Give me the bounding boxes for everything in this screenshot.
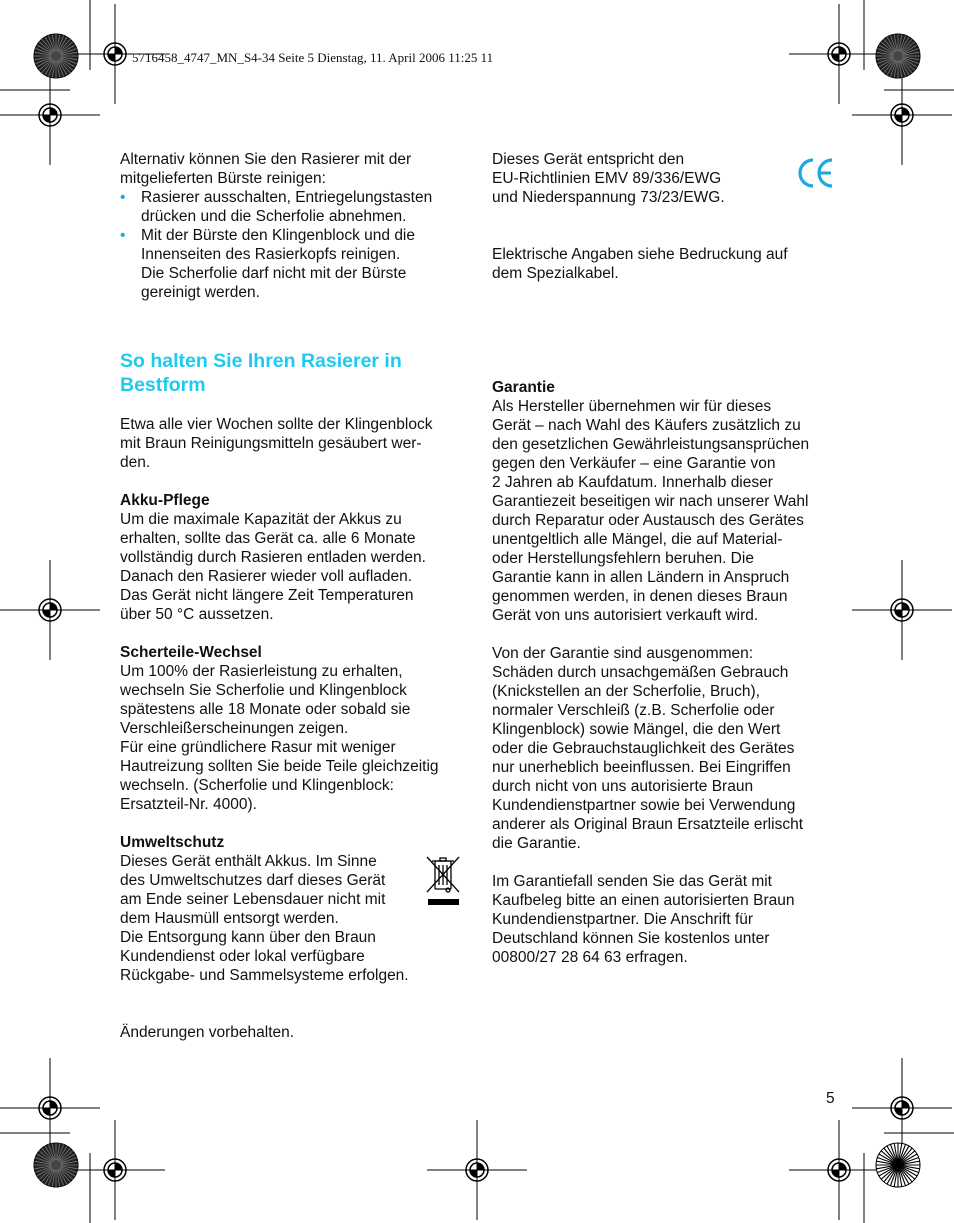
heading-line: Bestform — [120, 374, 206, 396]
svg-text:CE: CE — [796, 155, 798, 156]
color-wheel-icon — [876, 34, 920, 78]
text-line: nur unerheblich beeinflussen. Bei Eingriffen — [492, 759, 791, 776]
electrical-paragraph — [492, 245, 788, 283]
akku-title: Akku-Pflege — [120, 492, 210, 509]
color-wheel-icon — [34, 34, 78, 78]
text-line: Ersatzteil-Nr. 4000). — [120, 796, 257, 813]
garantie-title: Garantie — [492, 379, 555, 396]
text-line: gegen den Verkäufer – eine Garantie von — [492, 455, 776, 472]
text-line: vollständig durch Rasieren entladen werden. — [120, 549, 426, 566]
text-line: EU-Richtlinien EMV 89/336/EWG — [492, 170, 722, 187]
text-line: wechseln. (Scherfolie und Klingenblock: — [120, 777, 394, 794]
intro-paragraph — [120, 150, 432, 188]
right-column-body — [492, 378, 809, 967]
ce-mark-icon — [796, 155, 836, 191]
text-line: und Niederspannung 73/23/EWG. — [492, 189, 725, 206]
section-heading — [120, 349, 402, 397]
bullet-item — [120, 226, 432, 302]
text-line: Um 100% der Rasierleistung zu erhalten, — [120, 663, 403, 680]
text-line: • Mit der Bürste den Klingenblock und die — [141, 227, 415, 244]
heading-line: So halten Sie Ihren Rasierer in — [120, 350, 402, 372]
text-line: den. — [120, 454, 151, 471]
text-line: Hautreizung sollten Sie beide Teile gleichzeitig — [120, 758, 439, 775]
text-line: dem Hausmüll entsorgt werden. — [120, 910, 339, 927]
text-line: durch nicht von uns autorisierte Braun — [492, 778, 754, 795]
text-line: Gerät – nach Wahl des Käufers zusätzlich zu — [492, 417, 801, 434]
text-line: dem Spezialkabel. — [492, 265, 619, 282]
umwelt-title: Umweltschutz — [120, 834, 225, 851]
text-line: erhalten, sollte das Gerät ca. alle 6 Monate — [120, 530, 416, 547]
text-line: die Garantie. — [492, 835, 581, 852]
text-line: Garantiezeit beseitigen wir nach unserer Wahl — [492, 493, 809, 510]
text-line: 00800/27 28 64 63 erfragen. — [492, 949, 688, 966]
text-line: oder Herstellungsfehlern beruhen. Die — [492, 550, 754, 567]
page-number: 5 — [826, 1090, 835, 1107]
text-line: Etwa alle vier Wochen sollte der Klingenblock — [120, 416, 433, 433]
text-line: genommen werden, in denen dieses Braun — [492, 588, 788, 605]
color-wheel-icon — [876, 1143, 920, 1187]
text-line: Kundendienst oder lokal verfügbare — [120, 948, 365, 965]
text-line: • Rasierer ausschalten, Entriegelungstasten — [141, 189, 433, 206]
scher-title: Scherteile-Wechsel — [120, 644, 262, 661]
text-line: Kundendienstpartner sowie bei Verwendung — [492, 797, 796, 814]
left-column — [120, 150, 432, 302]
text-line: mitgelieferten Bürste reinigen: — [120, 170, 326, 187]
text-line: Die Entsorgung kann über den Braun — [120, 929, 376, 946]
footer-note: Änderungen vorbehalten. — [120, 1024, 295, 1041]
text-line: Klingenblock) sowie Mängel, die den Wert — [492, 721, 781, 738]
text-line: 2 Jahren ab Kaufdatum. Innerhalb dieser — [492, 474, 773, 491]
text-line: Im Garantiefall senden Sie das Gerät mit — [492, 873, 772, 890]
text-line: oder die Gebrauchstauglichkeit des Gerätes — [492, 740, 795, 757]
exclusion-paragraph — [492, 644, 809, 853]
text-line: Innenseiten des Rasierkopfs reinigen. — [141, 246, 401, 263]
text-line: mit Braun Reinigungsmitteln gesäubert wer- — [120, 435, 422, 452]
text-line: Als Hersteller übernehmen wir für dieses — [492, 398, 772, 415]
text-line: Danach den Rasierer wieder voll aufladen. — [120, 568, 413, 585]
scher-paragraph — [120, 662, 439, 814]
text-line: normaler Verschleiß (z.B. Scherfolie oder — [492, 702, 775, 719]
text-line: Das Gerät nicht längere Zeit Temperaturen — [120, 587, 414, 604]
bullet-item — [120, 188, 432, 226]
text-line: Garantie kann in allen Ländern in Anspruch — [492, 569, 790, 586]
care-paragraph — [120, 415, 439, 472]
weee-crossed-bin-icon — [424, 855, 462, 907]
text-line: durch Reparatur oder Austausch des Gerätes — [492, 512, 804, 529]
garantie-paragraph — [492, 397, 809, 625]
print-header: 5716458_4747_MN_S4-34 Seite 5 Dienstag, 11. April 2006 11:25 11 — [132, 50, 494, 65]
text-line: unentgeltlich alle Mängel, die auf Material- — [492, 531, 783, 548]
claim-paragraph — [492, 872, 809, 967]
text-line: drücken und die Scherfolie abnehmen. — [141, 208, 407, 225]
color-wheel-icon — [34, 1143, 78, 1187]
text-line: Verschleißerscheinungen zeigen. — [120, 720, 349, 737]
text-line: spätestens alle 18 Monate oder sobald sie — [120, 701, 411, 718]
text-line: Schäden durch unsachgemäßen Gebrauch — [492, 664, 789, 681]
text-line: über 50 °C aussetzen. — [120, 606, 274, 623]
text-line: Kundendienstpartner. Die Anschrift für — [492, 911, 754, 928]
text-line: am Ende seiner Lebensdauer nicht mit — [120, 891, 386, 908]
text-line: anderer als Original Braun Ersatzteile erlischt — [492, 816, 803, 833]
text-line: Dieses Gerät enthält Akkus. Im Sinne — [120, 853, 377, 870]
text-line: Deutschland können Sie kostenlos unter — [492, 930, 770, 947]
text-line: wechseln Sie Scherfolie und Klingenblock — [120, 682, 407, 699]
text-line: gereinigt werden. — [141, 284, 260, 301]
ce-paragraph — [492, 150, 788, 207]
text-line: des Umweltschutzes darf dieses Gerät — [120, 872, 386, 889]
text-line: Für eine gründlichere Rasur mit weniger — [120, 739, 396, 756]
text-line: den gesetzlichen Gewährleistungsansprüchen — [492, 436, 810, 453]
text-line: Rückgabe- und Sammelsysteme erfolgen. — [120, 967, 409, 984]
text-line: Die Scherfolie darf nicht mit der Bürste — [141, 265, 407, 282]
text-line: (Knickstellen an der Scherfolie, Bruch), — [492, 683, 760, 700]
text-line: Um die maximale Kapazität der Akkus zu — [120, 511, 402, 528]
text-line: Elektrische Angaben siehe Bedruckung auf — [492, 246, 788, 263]
text-line: Gerät von uns autorisiert verkauft wird. — [492, 607, 759, 624]
text-line: Alternativ können Sie den Rasierer mit der — [120, 151, 412, 168]
right-column — [492, 150, 788, 283]
left-column-body — [120, 415, 439, 1042]
text-line: Kaufbeleg bitte an einen autorisierten Braun — [492, 892, 795, 909]
akku-paragraph — [120, 510, 439, 624]
umwelt-paragraph — [120, 852, 439, 985]
text-line: Dieses Gerät entspricht den — [492, 151, 685, 168]
text-line: Von der Garantie sind ausgenommen: — [492, 645, 754, 662]
